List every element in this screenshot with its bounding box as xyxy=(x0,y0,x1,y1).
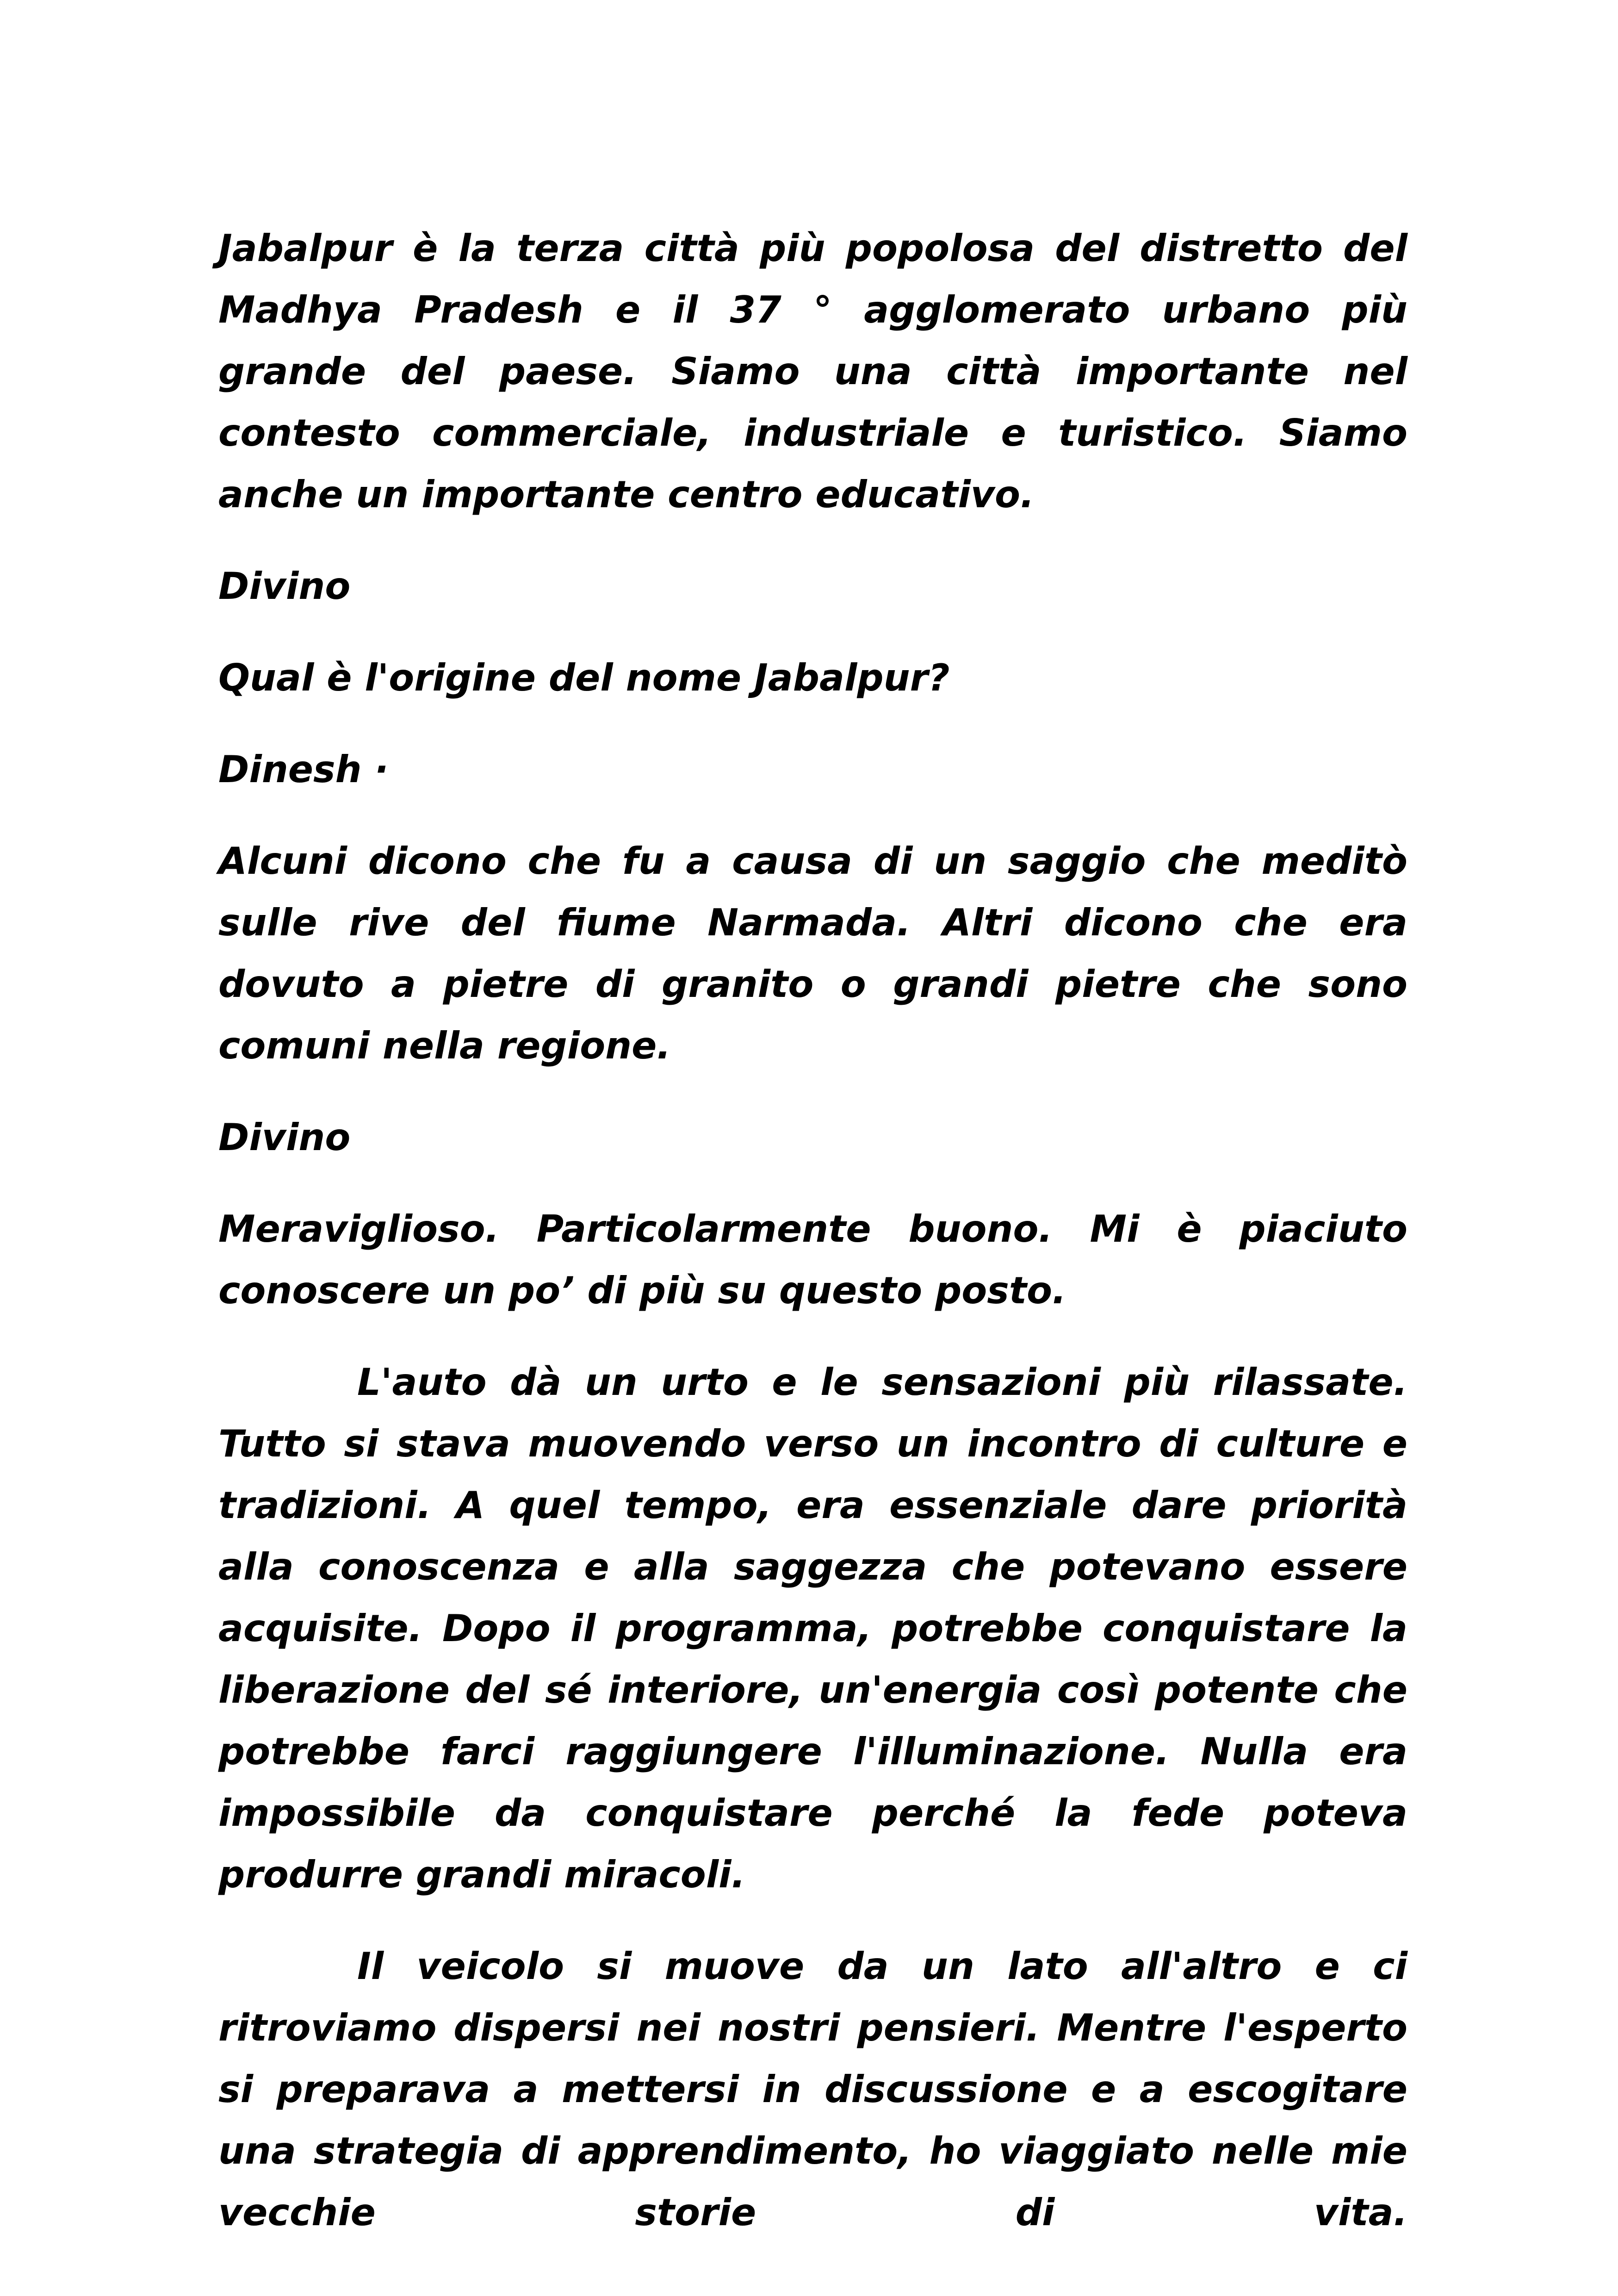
speaker-label-dinesh: Dinesh · xyxy=(218,748,389,791)
paragraph-jabalpur-intro: Jabalpur è la terza città più popolosa del distretto del Madhya Pradesh e il 37 ° agglomerato urbano più grande del paese. Siamo una città importante nel contesto commerciale, industriale e turistico. Siamo anche un importante centro educativo. xyxy=(218,227,1407,516)
speaker-label-divino: Divino xyxy=(218,1116,351,1159)
dialogue-answer: Alcuni dicono che fu a causa di un saggio che meditò sulle rive del fiume Narmada. Altri dicono che era dovuto a pietre di granito o grandi pietre che sono comuni nella regione. xyxy=(218,840,1407,1067)
dialogue-reply: Meraviglioso. Particolarmente buono. Mi è piaciuto conoscere un po’ di più su questo posto. xyxy=(218,1207,1407,1312)
speaker-label-divino: Divino xyxy=(218,565,351,608)
dialogue-question: Qual è l'origine del nome Jabalpur? xyxy=(218,656,950,699)
document-body xyxy=(218,218,1407,2243)
narrative-paragraph: Il veicolo si muove da un lato all'altro e ci ritroviamo dispersi nei nostri pensieri. Mentre l'esperto si preparava a mettersi in discussione e a escogitare una strategia di apprendimento, ho viaggiato nelle mie vecchie storie di vita. xyxy=(218,1945,1407,2234)
narrative-paragraph: L'auto dà un urto e le sensazioni più rilassate. Tutto si stava muovendo verso un incontro di culture e tradizioni. A quel tempo, era essenziale dare priorità alla conoscenza e alla saggezza che potevano essere acquisite. Dopo il programma, potrebbe conquistare la liberazione del sé interiore, un'energia così potente che potrebbe farci raggiungere l'illuminazione. Nulla era impossibile da conquistare perché la fede poteva produrre grandi miracoli. xyxy=(218,1361,1407,1896)
